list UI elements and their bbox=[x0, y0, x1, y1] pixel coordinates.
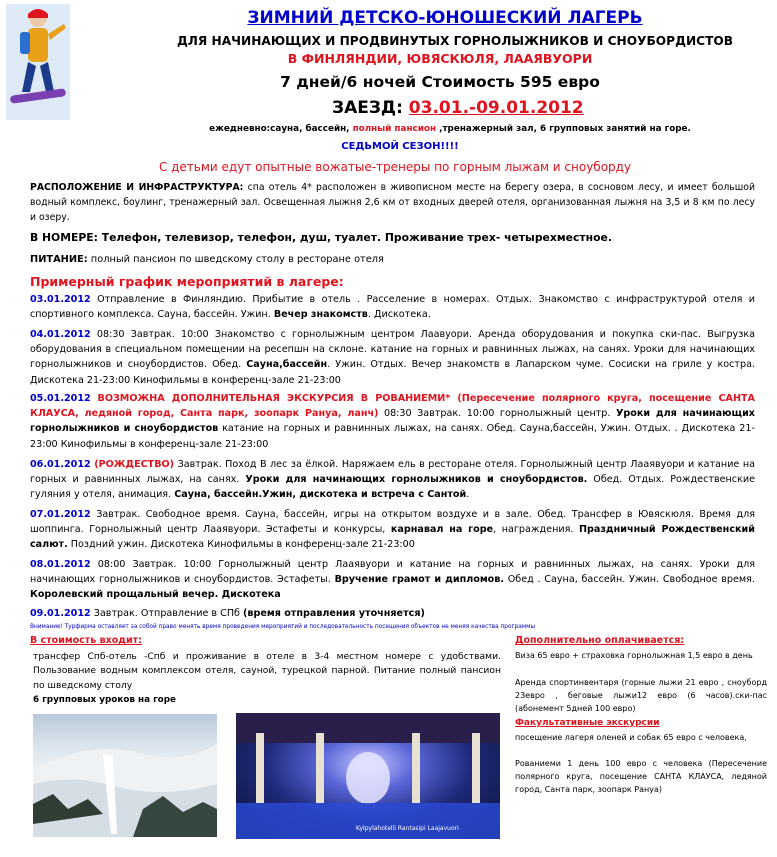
day-highlight-2: Сауна, бассейн.Ужин, дискотека и встреча с Сантой bbox=[174, 489, 467, 501]
schedule-day-1 bbox=[30, 292, 755, 322]
included-title: В стоимость входит: bbox=[30, 635, 142, 646]
arrival-dates: 03.01.-09.01.2012 bbox=[408, 98, 584, 118]
location-text: спа отель 4* расположен в живописном месте на берегу озера, в сосновом лесу, и имеет большой водный комплекс, боулинг, тренажерный зал. Освещенная лыжня 2,6 км от входных дверей отеля, организованная лыжня на 3,5 и 8 км по лесу и озеру. bbox=[30, 182, 755, 223]
day-excursion: ВОЗМОЖНА ДОПОЛНИТЕЛЬНАЯ ЭКСКУРСИЯ В РОВАНИЕМИ* (Пересечение полярного круга, посещение САНТА КЛАУСА, ледяной город, Санта парк, зоопарк Рануа, ланч) bbox=[30, 393, 755, 420]
ski-resort-photo bbox=[33, 714, 217, 837]
optional-title: Факультативные экскурсии bbox=[515, 718, 660, 728]
price-line: 7 дней/6 ночей Стоимость 595 евро bbox=[280, 73, 600, 91]
day-text-end: . bbox=[466, 489, 470, 501]
included-lessons: 6 групповых уроков на горе bbox=[33, 695, 176, 705]
day-text: 08:30 Завтрак. 10:00 горнолыжный центр. bbox=[383, 408, 611, 420]
location-label: РАСПОЛОЖЕНИЕ И ИНФРАСТРУКТУРА: bbox=[30, 182, 244, 193]
extra-rent: Аренда спортинвентаря (горные лыжи 21 евро , сноуборд 23евро , беговые лыжи12 евро (6 часов).ски-пас (абонемент 5дней 100 евро) bbox=[515, 678, 767, 713]
season-line: СЕДЬМОЙ СЕЗОН!!!! bbox=[341, 141, 459, 152]
arrival-label: ЗАЕЗД: bbox=[332, 98, 403, 118]
day-highlight-2: Королевский прощальный вечер. Дискотека bbox=[30, 589, 281, 601]
spa-pool-photo bbox=[236, 713, 500, 839]
day-date: 07.01.2012 bbox=[30, 509, 91, 520]
extra-visa: Виза 65 евро + страховка горнолыжная 1,5 евро в день bbox=[515, 651, 753, 660]
schedule-day-5 bbox=[30, 507, 755, 553]
schedule-day-6 bbox=[30, 557, 755, 603]
day-highlight: Уроки для начинающих горнолыжников и сноубордистов bbox=[30, 408, 755, 435]
daily-part2: полный пансион bbox=[352, 124, 437, 134]
day-text: Завтрак. Отправление в СПб bbox=[93, 608, 240, 619]
day-date: 06.01.2012 bbox=[30, 459, 91, 470]
day-date: 08.01.2012 bbox=[30, 559, 91, 570]
photo-caption: Kylpylahotelli Rantasipi Laajavuori bbox=[356, 825, 459, 832]
day-highlight: карнавал на горе bbox=[390, 524, 494, 536]
included-text: трансфер Спб-отель -Спб и проживание в отеле в 3-4 местном номере с удобствами. Пользование водным комплексом отеля, сауной, турецкой парной. Питание полный пансион по шведскому столу bbox=[33, 651, 501, 691]
daily-services bbox=[140, 123, 760, 136]
day-highlight: Уроки для начинающих горнолыжников и сноубордистов. bbox=[245, 474, 588, 486]
schedule-title: Примерный график мероприятий в лагере: bbox=[30, 274, 344, 289]
day-date: 09.01.2012 bbox=[30, 608, 91, 619]
arrival-line bbox=[332, 96, 662, 120]
day-highlight: (время отправления уточняется) bbox=[243, 608, 425, 619]
day-date: 03.01.2012 bbox=[30, 294, 91, 305]
notice-line: Внимание! Турфирма оставляет за собой право менять время проведения мероприятий и последовательность посещения объектов не меняя качества программы bbox=[30, 624, 536, 630]
schedule-day-2 bbox=[30, 327, 755, 388]
schedule-day-7 bbox=[30, 606, 755, 621]
day-highlight: Вечер знакомств bbox=[273, 309, 368, 321]
day-text: 08:30 Завтрак. 10:00 Знакомство с горнолыжным центром Лаавуори. Аренда оборудования и покупка ски-пас. Выгрузка оборудования в специальном помещении на ресепшн на склоне. катание на горных и равнинных лыжах, на санях. Уроки для начинающих горнолыжников и сноубордистов. Обед. bbox=[30, 329, 755, 371]
day-text-mid: , награждения. bbox=[493, 524, 574, 536]
schedule-day-4 bbox=[30, 457, 755, 503]
food-text: полный пансион по шведскому столу в ресторане отеля bbox=[90, 254, 384, 265]
location-line: В ФИНЛЯНДИИ, ЮВЯСКЮЛЯ, ЛААЯВУОРИ bbox=[287, 51, 593, 66]
day-text-mid: Обед. Отдых. Рождественские гуляния у отеля, анимация. bbox=[30, 474, 755, 501]
page-title: ЗИМНИЙ ДЕТСКО-ЮНОШЕСКИЙ ЛАГЕРЬ bbox=[247, 8, 643, 28]
coaches-line: С детьми едут опытные вожатые-тренеры по горным лыжам и сноуборду bbox=[158, 160, 632, 174]
food-label: ПИТАНИЕ: bbox=[30, 254, 88, 265]
page-subtitle: ДЛЯ НАЧИНАЮЩИХ И ПРОДВИНУТЫХ ГОРНОЛЫЖНИКОВ И СНОУБОРДИСТОВ bbox=[176, 34, 734, 48]
day-highlight: Вручение грамот и дипломов. bbox=[334, 574, 504, 586]
day-text-end: . Ужин. Отдых. Вечер знакомств в Лапарском чуме. Сосиски на гриле у костра. Дискотека 21-23:00 Кинофильмы в конференц-зале 21-23:00 bbox=[30, 359, 755, 386]
day-text: 08:00 Завтрак. 10:00 Горнолыжный центр Лааявуори и катание на горных и равнинных лыжах, на санях. Уроки для начинающих горнолыжников и сноубордистов. Эстафеты. bbox=[30, 559, 755, 586]
schedule-day-3 bbox=[30, 391, 755, 452]
extra-title: Дополнительно оплачивается: bbox=[515, 635, 685, 646]
day-text: Завтрак. Поход В лес за ёлкой. Наряжаем ель в ресторане отеля. Горнолыжный центр Лааявуори и катание на горных и равнинных лыжах, на санях. bbox=[30, 459, 755, 486]
daily-part1: ежедневно:сауна, бассейн, bbox=[209, 124, 350, 134]
optional-rovaniemi: Рованиеми 1 день 100 евро с человека (Пересечение полярного круга, посещение САНТА КЛАУСА, ледяной город, Санта парк, зоопарк Рануа) bbox=[515, 759, 767, 794]
food-line bbox=[30, 252, 750, 267]
room-label: В НОМЕРЕ: bbox=[30, 231, 98, 244]
room-line bbox=[30, 230, 750, 245]
optional-deer: посещение лагеря оленей и собак 65 евро с человека, bbox=[515, 733, 747, 742]
day-text-end: катание на горных и равнинных лыжах, на санях. Обед. Сауна,бассейн, Ужин. Отдых. . Дискотека 21-23:00 Кинофильмы в конференц-зале 21-23:00 bbox=[30, 423, 755, 450]
day-date: 04.01.2012 bbox=[30, 329, 91, 340]
snowboarder-logo bbox=[6, 4, 70, 120]
day-holiday: (РОЖДЕСТВО) bbox=[94, 459, 175, 470]
day-date: 05.01.2012 bbox=[30, 393, 91, 404]
day-text: Завтрак. Свободное время. Сауна, бассейн, игры на открытом воздухе и в зале. Обед. Трансфер в Ювяскюля. Время для шоппинга. Горнолыжный центр Лааявуори. Эстафеты и конкурсы, bbox=[30, 509, 755, 536]
location-block bbox=[30, 180, 755, 225]
day-highlight: Сауна,бассейн bbox=[246, 359, 328, 371]
day-text-end: Поздний ужин. Дискотека Кинофильмы в конференц-зале 21-23:00 bbox=[70, 539, 415, 551]
day-text: Отправление в Финляндию. Прибытие в отель . Расселение в номерах. Отдых. Знакомство с инфраструктурой отеля и спортивного комплекса. Сауна, бассейн. Ужин. bbox=[30, 294, 755, 321]
day-highlight-2: Праздничный Рождественский салют. bbox=[30, 524, 755, 551]
room-text: Телефон, телевизор, телефон, душ, туалет. Проживание трех- четырехместное. bbox=[101, 231, 612, 244]
day-text-end: . Дискотека. bbox=[367, 309, 431, 321]
day-text-mid: Обед . Сауна, бассейн. Ужин. Свободное время. bbox=[507, 574, 755, 586]
daily-part3: ,тренажерный зал, 6 групповых занятий на горе. bbox=[439, 124, 691, 134]
